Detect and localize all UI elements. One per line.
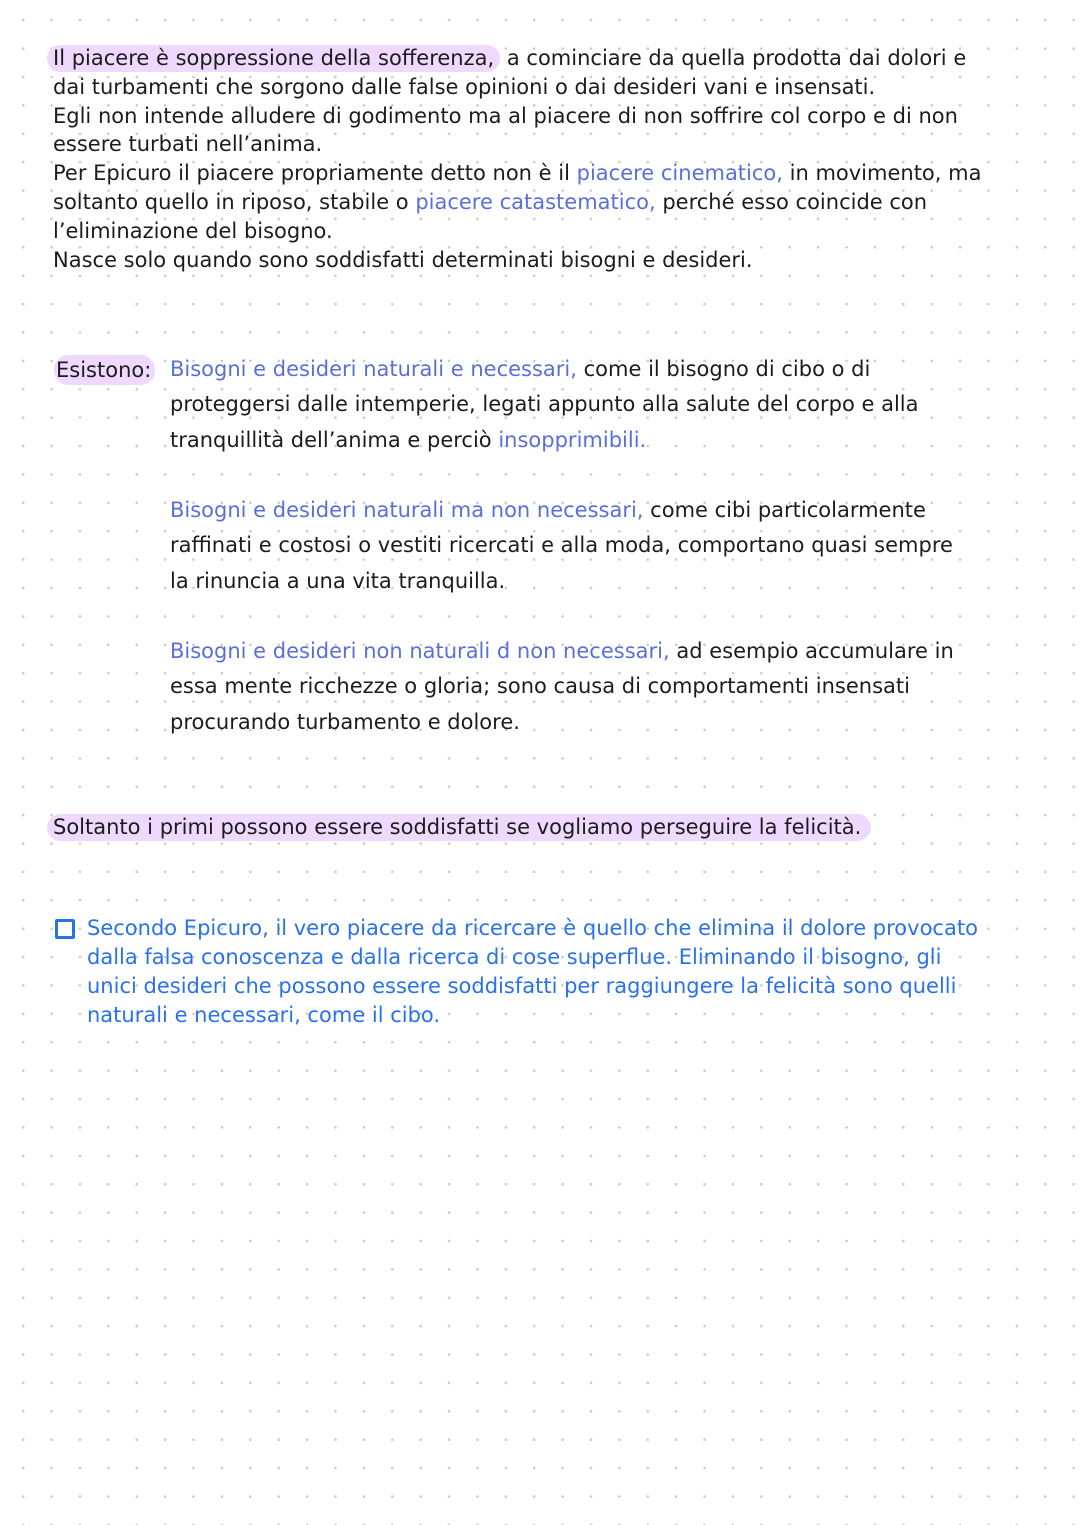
- intro-line-5: Per Epicuro il piacere propriamente detto non è il piacere cinematico, in movimento, ma: [53, 161, 982, 186]
- need-item-not-natural-not-necessary: Bisogni e desideri non naturali d non necessari, ad esempio accumulare in essa mente ricchezze o gloria; sono causa di comportamenti insensati procurando turbamento e dolore.: [170, 639, 954, 734]
- need-item-natural-necessary: Bisogni e desideri naturali e necessari, come il bisogno di cibo o di proteggersi dalle intemperie, legati appunto alla salute del corpo e alla tranquillità dell’anima e perciò insopprimibili.: [170, 357, 919, 452]
- note-line: unici desideri che possono essere soddisfatti per raggiungere la felicità sono quelli: [87, 973, 957, 998]
- highlighted-conclusion: Soltanto i primi possono essere soddisfatti se vogliamo perseguire la felicità.: [47, 814, 871, 841]
- intro-line-4: essere turbati nell’anima.: [53, 132, 323, 157]
- term-piacere-catastematico: piacere catastematico,: [415, 189, 656, 214]
- note-line: naturali e necessari, come il cibo.: [87, 1002, 441, 1027]
- intro-line-8: Nasce solo quando sono soddisfatti determinati bisogni e desideri.: [53, 247, 753, 272]
- term-piacere-cinematico: piacere cinematico,: [576, 161, 783, 186]
- intro-line-2: dai turbamenti che sorgono dalle false opinioni o dai desideri vani e insensati.: [53, 74, 876, 99]
- note-line: Secondo Epicuro, il vero piacere da ricercare è quello che elimina il dolore provocato: [87, 916, 978, 940]
- checkbox-icon[interactable]: [55, 919, 75, 939]
- need-title: Bisogni e desideri naturali ma non necessari,: [170, 498, 644, 522]
- intro-paragraph: [53, 44, 981, 274]
- summary-note: [87, 914, 978, 1030]
- need-item-natural-not-necessary: Bisogni e desideri naturali ma non necessari, come cibi particolarmente raffinati e costosi o vestiti ricercati e alla moda, comportano quasi sempre la rinuncia a una vita tranquilla.: [170, 498, 953, 593]
- note-line: dalla falsa conoscenza e dalla ricerca di cose superflue. Eliminando il bisogno, gli: [87, 944, 942, 969]
- intro-line-6: soltanto quello in riposo, stabile o piacere catastematico, perché esso coincide con: [53, 189, 928, 214]
- conclusion: [53, 813, 871, 842]
- intro-line-3: Egli non intende alludere di godimento ma al piacere di non soffrire col corpo e di non: [53, 103, 958, 128]
- intro-line-7: l’eliminazione del bisogno.: [53, 218, 333, 243]
- need-title: Bisogni e desideri naturali e necessari,: [170, 357, 577, 381]
- need-title: Bisogni e desideri non naturali d non necessari,: [170, 639, 670, 663]
- needs-label: Esistono:: [54, 355, 155, 385]
- intro-line-1: Il piacere è soppressione della sofferenza, a cominciare da quella prodotta dai dolori e: [53, 44, 981, 73]
- term-insopprimibili: insopprimibili.: [498, 427, 647, 452]
- highlighted-definition: Il piacere è soppressione della sofferenza,: [47, 45, 500, 72]
